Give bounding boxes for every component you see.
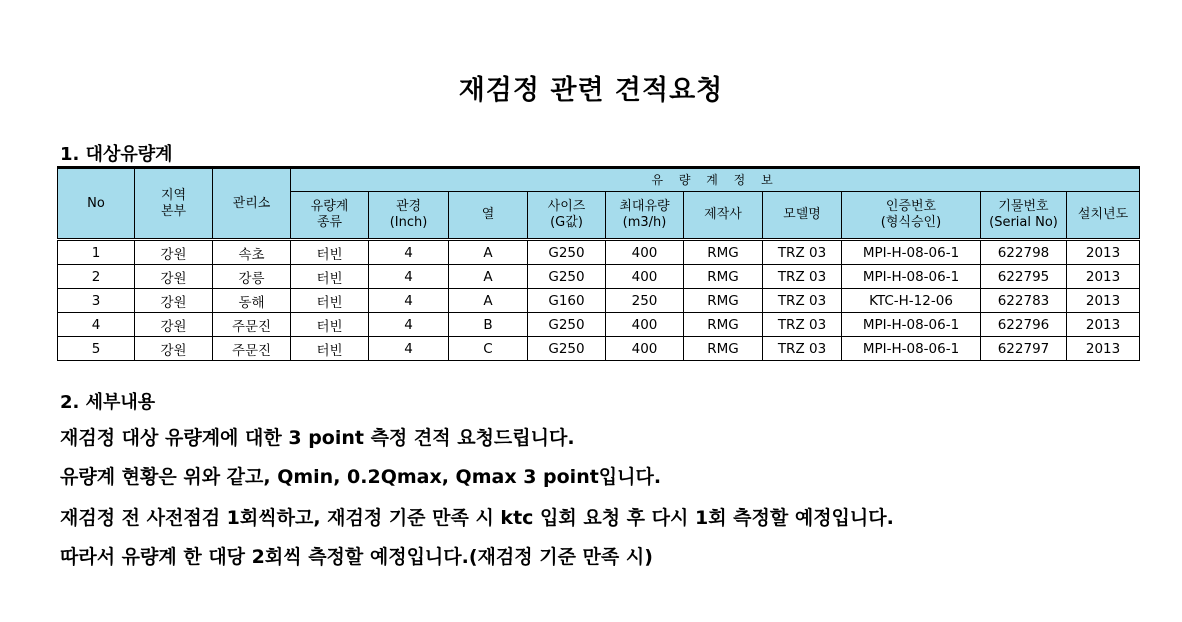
cell-size: G160 bbox=[528, 289, 606, 313]
flow-meter-table bbox=[57, 166, 1140, 361]
cell-install-year: 2013 bbox=[1067, 313, 1140, 337]
cell-size: G250 bbox=[528, 240, 606, 265]
section-heading-details: 2. 세부내용 bbox=[60, 392, 156, 413]
header-manufacturer: 제작사 bbox=[684, 192, 763, 240]
cell-max-flow: 400 bbox=[606, 313, 684, 337]
header-office: 관리소 bbox=[213, 168, 291, 240]
cell-office: 속초 bbox=[213, 240, 291, 265]
cell-row: A bbox=[449, 240, 528, 265]
header-no: No bbox=[58, 168, 135, 240]
cell-manufacturer: RMG bbox=[684, 240, 763, 265]
cell-serial-no: 622795 bbox=[981, 265, 1067, 289]
cell-meter-type: 터빈 bbox=[291, 240, 369, 265]
cell-model: TRZ 03 bbox=[763, 240, 842, 265]
cell-install-year: 2013 bbox=[1067, 337, 1140, 361]
header-meter-info: 유 량 계 정 보 bbox=[291, 168, 1140, 192]
header-cert-no: 인증번호 (형식승인) bbox=[842, 192, 981, 240]
cell-meter-type: 터빈 bbox=[291, 313, 369, 337]
cell-row: A bbox=[449, 265, 528, 289]
cell-office: 강릉 bbox=[213, 265, 291, 289]
cell-install-year: 2013 bbox=[1067, 289, 1140, 313]
header-size: 사이즈 (G값) bbox=[528, 192, 606, 240]
table-row bbox=[58, 337, 1140, 361]
cell-diameter: 4 bbox=[369, 265, 449, 289]
cell-row: C bbox=[449, 337, 528, 361]
detail-line-4: 따라서 유량계 한 대당 2회씩 측정할 예정입니다.(재검정 기준 만족 시) bbox=[60, 546, 653, 568]
cell-manufacturer: RMG bbox=[684, 265, 763, 289]
cell-office: 동해 bbox=[213, 289, 291, 313]
cell-diameter: 4 bbox=[369, 313, 449, 337]
cell-meter-type: 터빈 bbox=[291, 337, 369, 361]
cell-diameter: 4 bbox=[369, 240, 449, 265]
cell-cert-no: MPI-H-08-06-1 bbox=[842, 240, 981, 265]
cell-model: TRZ 03 bbox=[763, 265, 842, 289]
cell-model: TRZ 03 bbox=[763, 337, 842, 361]
cell-no: 5 bbox=[58, 337, 135, 361]
header-model: 모델명 bbox=[763, 192, 842, 240]
cell-model: TRZ 03 bbox=[763, 313, 842, 337]
cell-manufacturer: RMG bbox=[684, 289, 763, 313]
cell-region: 강원 bbox=[135, 240, 213, 265]
table-row bbox=[58, 265, 1140, 289]
cell-size: G250 bbox=[528, 265, 606, 289]
cell-max-flow: 400 bbox=[606, 265, 684, 289]
cell-serial-no: 622797 bbox=[981, 337, 1067, 361]
cell-model: TRZ 03 bbox=[763, 289, 842, 313]
table-row bbox=[58, 313, 1140, 337]
cell-size: G250 bbox=[528, 313, 606, 337]
cell-diameter: 4 bbox=[369, 289, 449, 313]
cell-max-flow: 400 bbox=[606, 337, 684, 361]
cell-diameter: 4 bbox=[369, 337, 449, 361]
cell-cert-no: KTC-H-12-06 bbox=[842, 289, 981, 313]
cell-no: 1 bbox=[58, 240, 135, 265]
detail-line-1: 재검정 대상 유량계에 대한 3 point 측정 견적 요청드립니다. bbox=[60, 427, 575, 449]
table-row bbox=[58, 240, 1140, 265]
header-max-flow: 최대유량 (m3/h) bbox=[606, 192, 684, 240]
header-region-label: 지역 본부 bbox=[160, 187, 187, 219]
cell-max-flow: 400 bbox=[606, 240, 684, 265]
detail-line-3: 재검정 전 사전점검 1회씩하고, 재검정 기준 만족 시 ktc 입회 요청 후 다시 1회 측정할 예정입니다. bbox=[60, 507, 894, 529]
header-diameter: 관경 (Inch) bbox=[369, 192, 449, 240]
header-serial-no: 기물번호 (Serial No) bbox=[981, 192, 1067, 240]
header-region bbox=[135, 168, 213, 240]
section-heading-target-meters: 1. 대상유량계 bbox=[60, 144, 173, 165]
cell-serial-no: 622798 bbox=[981, 240, 1067, 265]
cell-meter-type: 터빈 bbox=[291, 265, 369, 289]
cell-row: A bbox=[449, 289, 528, 313]
header-install-year: 설치년도 bbox=[1067, 192, 1140, 240]
header-meter-type: 유량계 종류 bbox=[291, 192, 369, 240]
cell-manufacturer: RMG bbox=[684, 337, 763, 361]
cell-no: 3 bbox=[58, 289, 135, 313]
cell-region: 강원 bbox=[135, 337, 213, 361]
cell-manufacturer: RMG bbox=[684, 313, 763, 337]
detail-line-2: 유량계 현황은 위와 같고, Qmin, 0.2Qmax, Qmax 3 point입니다. bbox=[60, 466, 662, 488]
cell-serial-no: 622796 bbox=[981, 313, 1067, 337]
cell-no: 2 bbox=[58, 265, 135, 289]
header-row: 열 bbox=[449, 192, 528, 240]
cell-meter-type: 터빈 bbox=[291, 289, 369, 313]
cell-cert-no: MPI-H-08-06-1 bbox=[842, 313, 981, 337]
cell-region: 강원 bbox=[135, 313, 213, 337]
cell-serial-no: 622783 bbox=[981, 289, 1067, 313]
cell-cert-no: MPI-H-08-06-1 bbox=[842, 337, 981, 361]
cell-max-flow: 250 bbox=[606, 289, 684, 313]
cell-install-year: 2013 bbox=[1067, 240, 1140, 265]
cell-install-year: 2013 bbox=[1067, 265, 1140, 289]
cell-row: B bbox=[449, 313, 528, 337]
cell-cert-no: MPI-H-08-06-1 bbox=[842, 265, 981, 289]
cell-office: 주문진 bbox=[213, 337, 291, 361]
cell-region: 강원 bbox=[135, 265, 213, 289]
cell-office: 주문진 bbox=[213, 313, 291, 337]
cell-size: G250 bbox=[528, 337, 606, 361]
page-title: 재검정 관련 견적요청 bbox=[458, 75, 724, 106]
table-row bbox=[58, 289, 1140, 313]
cell-no: 4 bbox=[58, 313, 135, 337]
cell-region: 강원 bbox=[135, 289, 213, 313]
